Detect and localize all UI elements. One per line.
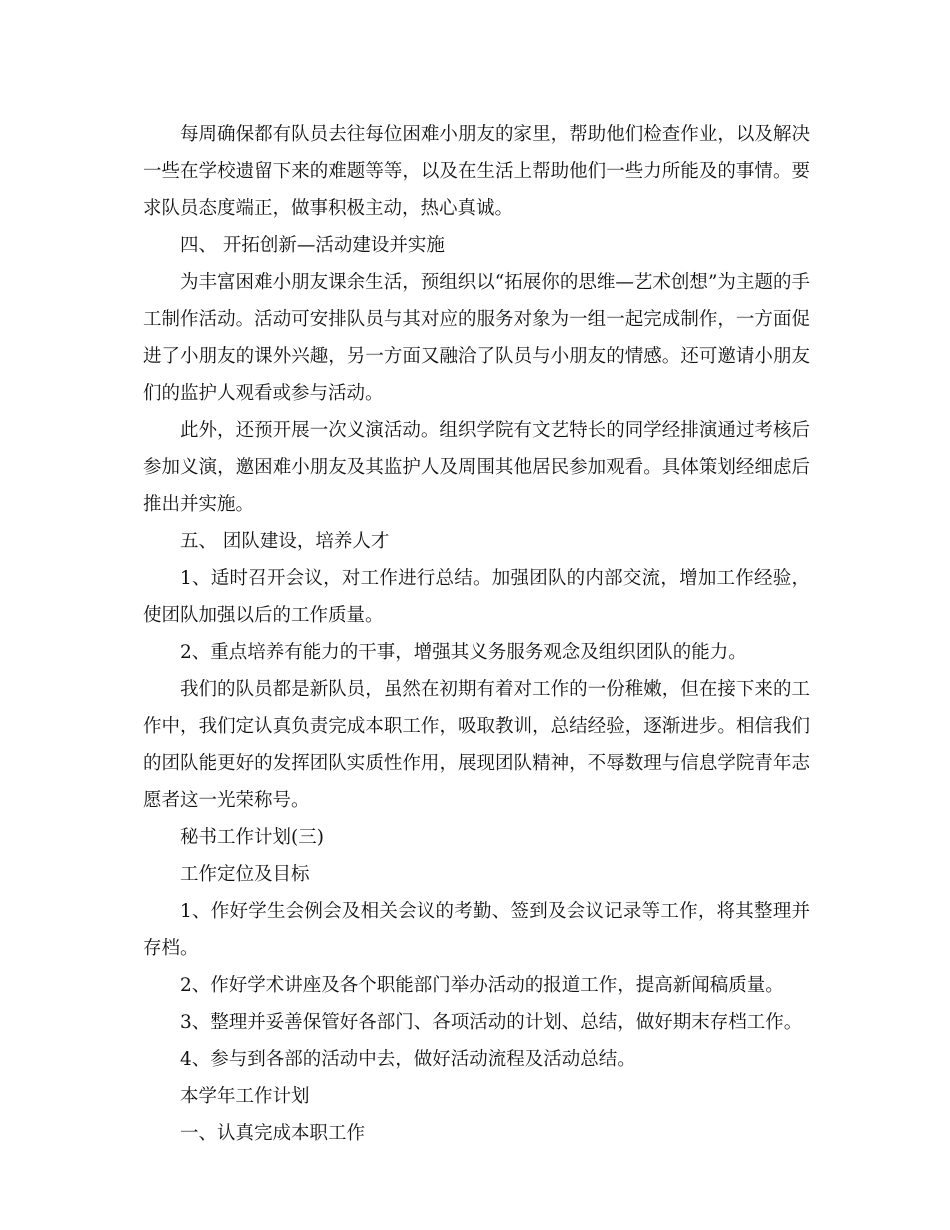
list-item-training: 2、重点培养有能力的干事，增强其义务服务观念及组织团队的能力。: [180, 642, 747, 663]
heading-section-five: 五、 团队建设，培养人才: [180, 531, 390, 552]
list-item-attendance: 1、作好学生会例会及相关会议的考勤、签到及会议记录等工作，将其整理并存档。: [143, 901, 810, 959]
heading-secretary-plan: 秘书工作计划(三): [180, 827, 324, 848]
list-item-participation: 4、参与到各部的活动中去，做好活动流程及活动总结。: [180, 1049, 636, 1070]
heading-year-plan: 本学年工作计划: [180, 1086, 310, 1107]
heading-section-four: 四、 开拓创新—活动建设并实施: [180, 235, 445, 256]
list-item-meetings: 1、适时召开会议，对工作进行总结。加强团队的内部交流，增加工作经验，使团队加强以后的工作质量。: [143, 568, 810, 626]
list-item-archiving: 3、整理并妥善保管好各部门、各项活动的计划、总结，做好期末存档工作。: [180, 1012, 803, 1033]
paragraph-charity-performance: 此外，还预开展一次义演活动。组织学院有文艺特长的同学经排演通过考核后参加义演，邀困难小朋友及其监护人及周围其他居民参加观看。具体策划经细虑后推出并实施。: [143, 420, 810, 515]
paragraph-home-visits: 每周确保都有队员去往每位困难小朋友的家里，帮助他们检查作业，以及解决一些在学校遗留下来的难题等等，以及在生活上帮助他们一些力所能及的事情。要求队员态度端正，做事积极主动，热心真诚。: [143, 124, 810, 219]
document-body: [143, 116, 810, 1152]
heading-complete-duties: 一、认真完成本职工作: [180, 1123, 366, 1144]
paragraph-handcraft-activity: 为丰富困难小朋友课余生活，预组织以“拓展你的思维—艺术创想”为主题的手工制作活动。活动可安排队员与其对应的服务对象为一组一起完成制作，一方面促进了小朋友的课外兴趣，另一方面又融洽了队员与小朋友的情感。还可邀请小朋友们的监护人观看或参与活动。: [143, 272, 810, 404]
list-item-reporting: 2、作好学术讲座及各个职能部门举办活动的报道工作，提高新闻稿质量。: [180, 975, 784, 996]
heading-positioning-goals: 工作定位及目标: [180, 864, 310, 885]
paragraph-conclusion: 我们的队员都是新队员，虽然在初期有着对工作的一份稚嫩，但在接下来的工作中，我们定认真负责完成本职工作，吸取教训，总结经验，逐渐进步。相信我们的团队能更好的发挥团队实质性作用，展现团队精神，不辱数理与信息学院青年志愿者这一光荣称号。: [143, 679, 810, 811]
